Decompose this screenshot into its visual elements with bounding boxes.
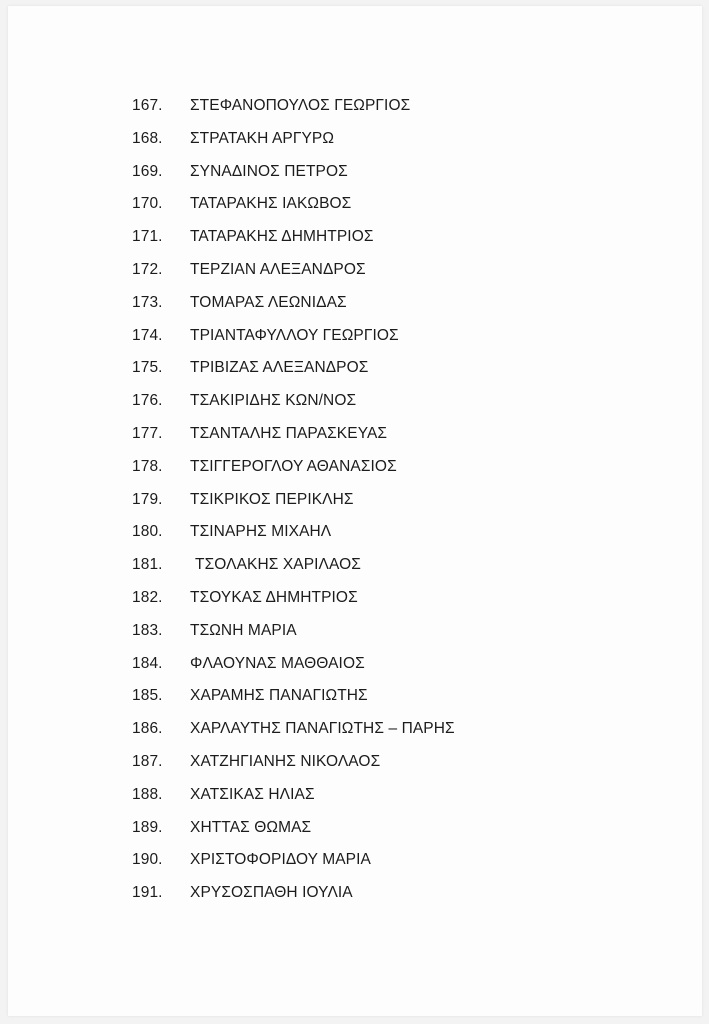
entry-name: ΧΑΡΑΜΗΣ ΠΑΝΑΓΙΩΤΗΣ <box>190 687 368 705</box>
list-item <box>8 221 702 254</box>
list-item <box>8 188 702 221</box>
entry-number: 173. <box>132 293 163 311</box>
list-item <box>8 320 702 353</box>
list-item <box>8 615 702 648</box>
entry-number: 169. <box>132 162 163 180</box>
list-item <box>8 352 702 385</box>
entry-number: 186. <box>132 720 163 738</box>
entry-number: 180. <box>132 523 163 541</box>
list-item <box>8 287 702 320</box>
list-item <box>8 385 702 418</box>
list-item <box>8 418 702 451</box>
entry-name: ΧΑΤΖΗΓΙΑΝΗΣ ΝΙΚΟΛΑΟΣ <box>190 752 381 770</box>
entry-number: 174. <box>132 326 163 344</box>
list-item <box>8 451 702 484</box>
entry-name: ΤΑΤΑΡΑΚΗΣ ΙΑΚΩΒΟΣ <box>190 195 352 213</box>
entry-name: ΤΟΜΑΡΑΣ ΛΕΩΝΙΔΑΣ <box>190 293 347 311</box>
list-item <box>8 713 702 746</box>
entry-number: 179. <box>132 490 163 508</box>
entry-name: ΣΤΡΑΤΑΚΗ ΑΡΓΥΡΩ <box>190 129 335 147</box>
entry-number: 187. <box>132 752 163 770</box>
document-page <box>8 6 702 1016</box>
entry-name: ΧΡΙΣΤΟΦΟΡΙΔΟΥ ΜΑΡΙΑ <box>190 851 371 869</box>
entry-number: 172. <box>132 260 163 278</box>
list-item <box>8 680 702 713</box>
entry-name: ΤΣΑΝΤΑΛΗΣ ΠΑΡΑΣΚΕΥΑΣ <box>190 424 388 442</box>
entry-number: 181. <box>132 556 163 574</box>
entry-number: 167. <box>132 97 163 114</box>
entry-name: ΦΛΑΟΥΝΑΣ ΜΑΘΘΑΙΟΣ <box>190 654 365 672</box>
entry-number: 177. <box>132 424 163 442</box>
entry-number: 190. <box>132 851 163 869</box>
entry-number: 183. <box>132 621 163 639</box>
entry-name: ΤΣΟΛΑΚΗΣ ΧΑΡΙΛΑΟΣ <box>195 556 361 574</box>
list-item <box>8 549 702 582</box>
entry-number: 191. <box>132 884 163 902</box>
list-item <box>8 484 702 517</box>
list-item <box>8 779 702 812</box>
list-item <box>8 844 702 877</box>
entry-number: 175. <box>132 359 163 377</box>
entry-number: 171. <box>132 228 163 246</box>
entry-name: ΧΗΤΤΑΣ ΘΩΜΑΣ <box>190 818 312 836</box>
entry-name: ΤΣΙΝΑΡΗΣ ΜΙΧΑΗΛ <box>190 523 332 541</box>
entry-name: ΣΤΕΦΑΝΟΠΟΥΛΟΣ ΓΕΩΡΓΙΟΣ <box>190 97 411 114</box>
entry-name: ΤΡΙΒΙΖΑΣ ΑΛΕΞΑΝΔΡΟΣ <box>190 359 369 377</box>
entry-number: 184. <box>132 654 163 672</box>
list-item <box>8 812 702 845</box>
list-item <box>8 254 702 287</box>
entry-number: 185. <box>132 687 163 705</box>
entry-number: 176. <box>132 392 163 410</box>
entry-name: ΧΡΥΣΟΣΠΑΘΗ ΙΟΥΛΙΑ <box>190 884 353 902</box>
entry-name: ΤΡΙΑΝΤΑΦΥΛΛΟΥ ΓΕΩΡΓΙΟΣ <box>190 326 399 344</box>
entry-name: ΤΣΑΚΙΡΙΔΗΣ ΚΩΝ/ΝΟΣ <box>190 392 357 410</box>
entry-name: ΤΕΡΖΙΑΝ ΑΛΕΞΑΝΔΡΟΣ <box>190 260 366 278</box>
list-item <box>8 90 702 123</box>
entry-number: 182. <box>132 588 163 606</box>
entry-number: 189. <box>132 818 163 836</box>
entry-name: ΤΣΟΥΚΑΣ ΔΗΜΗΤΡΙΟΣ <box>190 588 358 606</box>
entry-name: ΤΣΙΓΓΕΡΟΓΛΟΥ ΑΘΑΝΑΣΙΟΣ <box>190 457 397 475</box>
entry-name: ΤΣΩΝΗ ΜΑΡΙΑ <box>190 621 297 639</box>
list-item <box>8 516 702 549</box>
list-item <box>8 156 702 189</box>
list-item <box>8 582 702 615</box>
entry-number: 178. <box>132 457 163 475</box>
list-item <box>8 746 702 779</box>
name-list <box>8 90 702 910</box>
entry-number: 188. <box>132 785 163 803</box>
list-item <box>8 877 702 910</box>
entry-number: 170. <box>132 195 163 213</box>
list-item <box>8 123 702 156</box>
list-item <box>8 648 702 681</box>
entry-name: ΤΑΤΑΡΑΚΗΣ ΔΗΜΗΤΡΙΟΣ <box>190 228 374 246</box>
entry-name: ΣΥΝΑΔΙΝΟΣ ΠΕΤΡΟΣ <box>190 162 348 180</box>
entry-name: ΧΑΡΛΑΥΤΗΣ ΠΑΝΑΓΙΩΤΗΣ – ΠΑΡΗΣ <box>190 720 455 738</box>
entry-number: 168. <box>132 129 163 147</box>
entry-name: ΤΣΙΚΡΙΚΟΣ ΠΕΡΙΚΛΗΣ <box>190 490 354 508</box>
entry-name: ΧΑΤΣΙΚΑΣ ΗΛΙΑΣ <box>190 785 315 803</box>
